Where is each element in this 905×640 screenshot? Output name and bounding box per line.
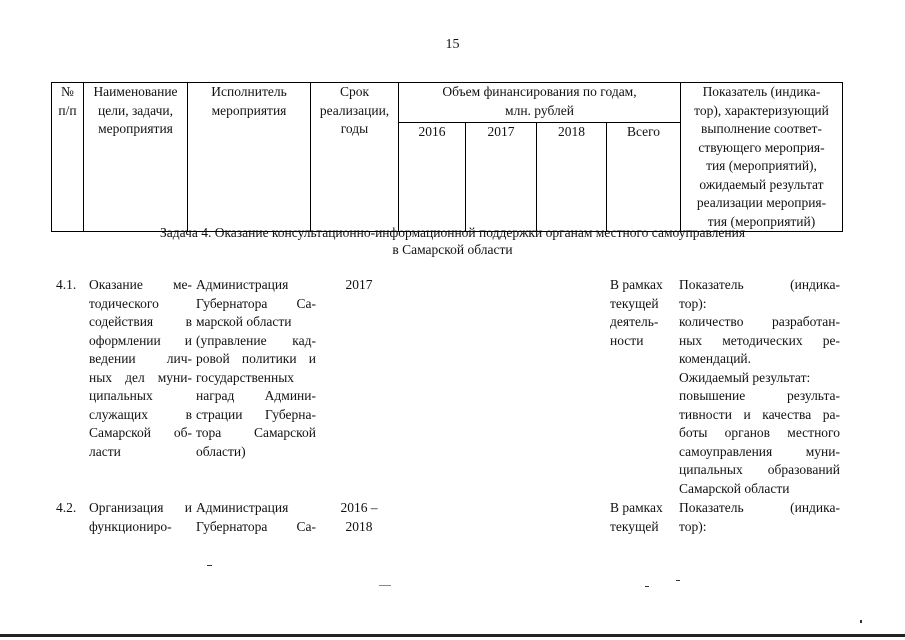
scan-bottom-edge — [0, 634, 905, 637]
row-4-1-term: 2017 — [345, 277, 373, 292]
scan-speck — [860, 620, 862, 623]
table-header — [51, 82, 843, 232]
row-4-2-executor: Администрация Губернатора Са- — [196, 500, 316, 534]
row-4-1-name: Оказание ме- тодического содействия в оформлении и ведении лич- ных дел муни- ципальных служащих в Самарской об- ласти — [89, 277, 192, 459]
header-year-2016: 2016 — [399, 123, 466, 232]
row-4-1-indicator: Показатель (индика- тор): количество разработан- ных методических ре- комендаций. Ожидаемый результат: повышение результа- тивности и качества ра- боты органов местного самоуправления муни- ципальных образований Самарской области — [679, 277, 840, 496]
page-number: 15 — [445, 37, 460, 52]
header-num: № п/п — [52, 83, 84, 232]
header-term: Срок реализации, годы — [311, 83, 399, 232]
row-4-2-term: 2016 – 2018 — [340, 500, 378, 534]
row-4-2-name: Организация и функциониро- — [89, 500, 192, 534]
row-4-1-num: 4.1. — [56, 277, 77, 292]
header-year-2018: 2018 — [537, 123, 607, 232]
row-4-1-financing: В рамках текущей деятель- ности — [610, 277, 663, 348]
row-4-1-executor: Администрация Губернатора Са- марской области (управление кад- ровой политики и государственных наград Админи- страции Губерна- тора Самарской области) — [196, 277, 316, 459]
scan-speck — [676, 580, 680, 581]
header-year-total: Всего — [607, 123, 681, 232]
row-4-2-num: 4.2. — [56, 500, 77, 515]
scan-speck — [645, 586, 649, 587]
scan-speck — [207, 565, 212, 566]
task-heading: Задача 4. Оказание консультационно-информационной поддержки органам местного самоуправления в Самарской области — [159, 225, 746, 257]
row-4-2-indicator: Показатель (индика- тор): — [679, 500, 840, 534]
header-indicator: Показатель (индика- тор), характеризующий выполнение соответ- ствующего мероприя- тия (мероприятий), ожидаемый результат реализации мероприя- тия (мероприятий) — [681, 83, 843, 232]
header-executor: Исполнитель мероприятия — [188, 83, 311, 232]
header-year-2017: 2017 — [466, 123, 537, 232]
header-name: Наименование цели, задачи, мероприятия — [84, 83, 188, 232]
header-financing: Объем финансирования по годам, млн. рублей — [399, 83, 681, 123]
scan-speck — [379, 585, 391, 586]
row-4-2-financing: В рамках текущей — [610, 500, 663, 534]
